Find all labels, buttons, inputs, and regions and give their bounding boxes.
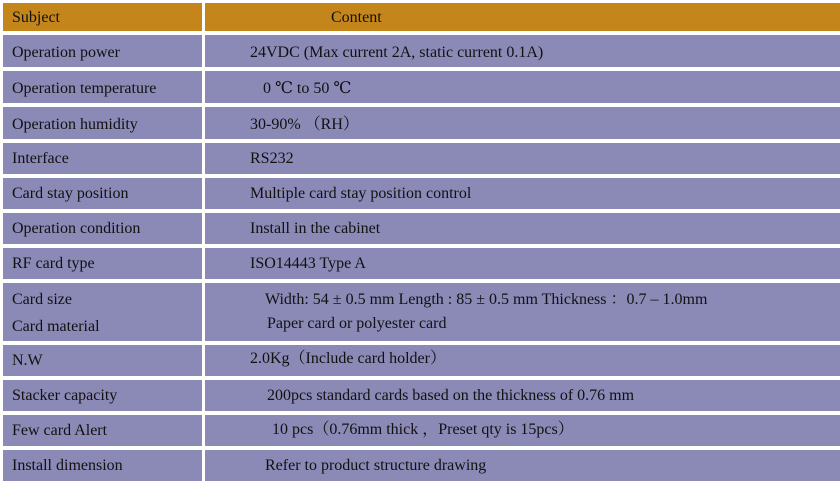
content-cell xyxy=(205,248,840,279)
subject-text: RF card type xyxy=(12,255,95,272)
subject-text: Operation humidity xyxy=(12,116,138,133)
table-row xyxy=(0,71,840,103)
subject-text: Operation power xyxy=(12,44,120,61)
content-cell xyxy=(205,380,840,411)
table-row xyxy=(0,35,840,67)
content-text: 0 ℃ to 50 ℃ xyxy=(263,80,352,97)
subject-cell xyxy=(3,35,202,67)
content-cell xyxy=(205,143,840,174)
content-text-secondary: Paper card or polyester card xyxy=(267,315,447,332)
subject-text: Few card Alert xyxy=(12,422,108,439)
content-text: Width: 54 ± 0.5 mm Length : 85 ± 0.5 mm Thickness ：0.7 – 1.0mm xyxy=(265,291,708,308)
subject-cell xyxy=(3,248,202,279)
header-subject-label: Subject xyxy=(12,9,60,26)
header-subject xyxy=(3,3,202,31)
table-row xyxy=(0,143,840,174)
subject-cell xyxy=(3,380,202,411)
table-row xyxy=(0,213,840,244)
subject-text: Stacker capacity xyxy=(12,387,118,404)
table-row xyxy=(0,248,840,279)
subject-text: Install dimension xyxy=(12,457,123,474)
table-row xyxy=(0,178,840,209)
content-text: 200pcs standard cards based on the thickness of 0.76 mm xyxy=(267,387,635,404)
subject-cell xyxy=(3,415,202,446)
subject-text-secondary: Card material xyxy=(12,318,100,335)
subject-cell xyxy=(3,283,202,341)
content-text: RS232 xyxy=(250,150,294,167)
content-cell xyxy=(205,35,840,67)
content-text: 24VDC (Max current 2A, static current 0.1A) xyxy=(250,44,544,61)
content-text: 30-90% （RH） xyxy=(250,116,359,133)
content-text: Refer to product structure drawing xyxy=(265,457,487,474)
table-row xyxy=(0,415,840,446)
subject-text: Operation temperature xyxy=(12,80,157,97)
table-row xyxy=(0,380,840,411)
subject-cell xyxy=(3,71,202,103)
subject-cell xyxy=(3,213,202,244)
table-row xyxy=(0,283,840,341)
content-cell xyxy=(205,415,840,446)
header-content-label: Content xyxy=(331,9,382,26)
subject-text: N.W xyxy=(12,352,43,369)
subject-text: Interface xyxy=(12,150,69,167)
content-text: 2.0Kg（Include card holder） xyxy=(250,350,446,367)
content-cell xyxy=(205,178,840,209)
content-text: 10 pcs（0.76mm thick ，Preset qty is 15pcs） xyxy=(272,421,574,438)
content-text: Install in the cabinet xyxy=(250,220,381,237)
table-row xyxy=(0,107,840,139)
subject-cell xyxy=(3,345,202,376)
content-text: Multiple card stay position control xyxy=(250,185,472,202)
content-cell xyxy=(205,345,840,376)
content-cell xyxy=(205,213,840,244)
table-row xyxy=(0,345,840,376)
subject-cell xyxy=(3,107,202,139)
content-cell xyxy=(205,107,840,139)
subject-text: Card size xyxy=(12,291,72,308)
content-cell xyxy=(205,283,840,341)
subject-cell xyxy=(3,178,202,209)
subject-text: Operation condition xyxy=(12,220,141,237)
content-cell xyxy=(205,71,840,103)
subject-cell xyxy=(3,450,202,481)
content-text: ISO14443 Type A xyxy=(250,255,366,272)
subject-text: Card stay position xyxy=(12,185,129,202)
table-row xyxy=(0,450,840,481)
table-header xyxy=(0,3,840,31)
header-content xyxy=(205,3,840,31)
subject-cell xyxy=(3,143,202,174)
content-cell xyxy=(205,450,840,481)
